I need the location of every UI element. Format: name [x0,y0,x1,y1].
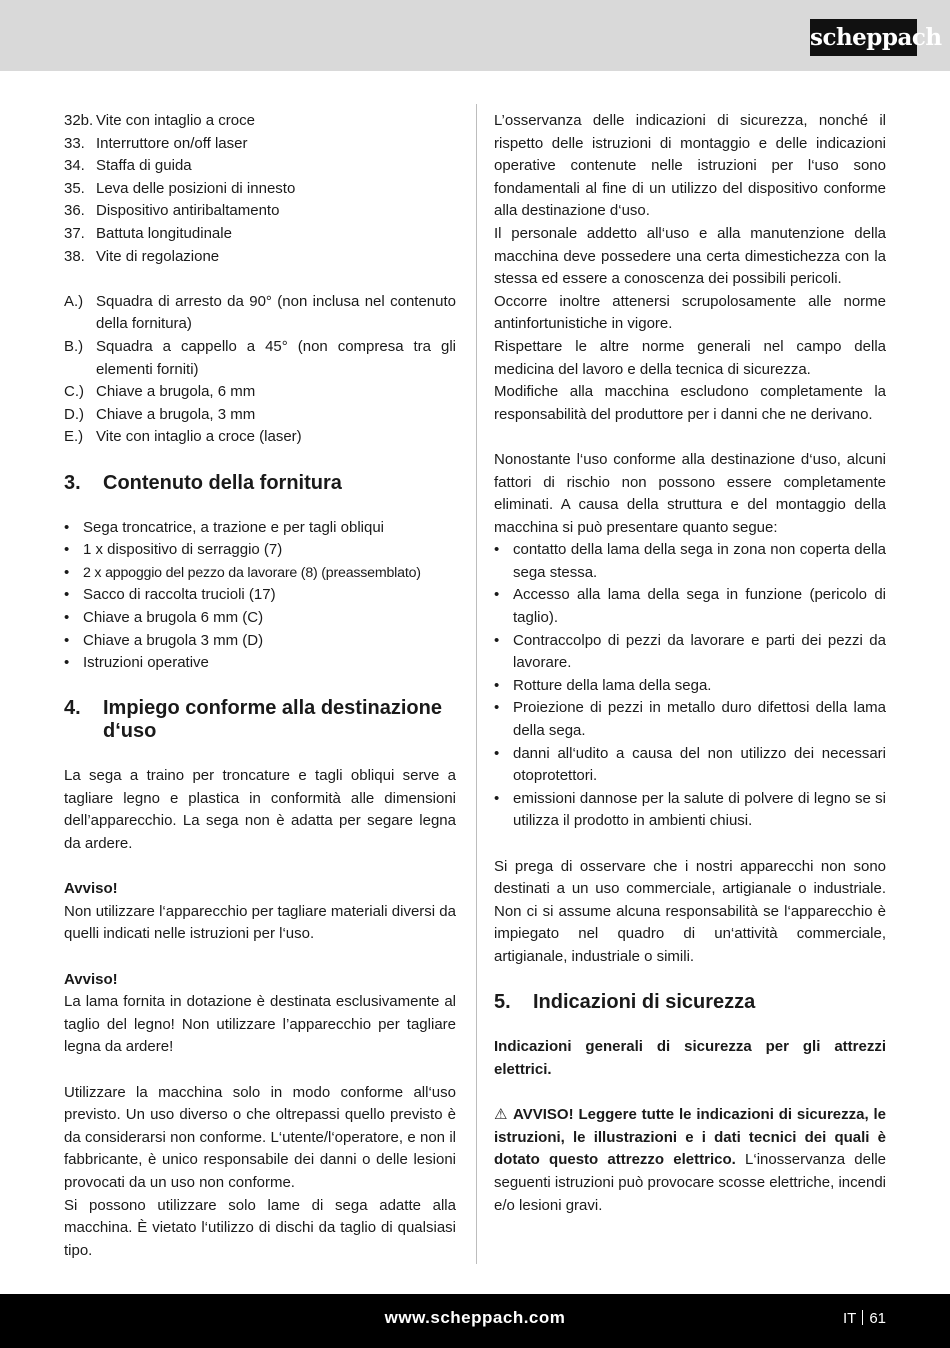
item-number: 38. [64,247,85,265]
language-code: IT [842,1310,857,1327]
item-text: Istruzioni operative [83,654,209,672]
paragraph: Nonostante l‘uso conforme alla destinazione d‘uso, alcuni fattori di rischio non possono essere completamente eliminati. A causa della struttura e del montaggio della macchina si può presentare quanto segue: [494,450,886,536]
item-text: Rotture della lama della sega. [513,676,712,694]
list-item [64,539,456,562]
item-number: E.) [64,428,84,446]
bullet-icon: • [494,744,500,762]
paragraph: Modifiche alla macchina escludono completamente la responsabilità del produttore per i danni che ne derivano. [494,383,886,423]
bullet-icon: • [494,586,500,604]
item-text: Accesso alla lama della sega in funzione (pericolo di taglio). [513,586,886,627]
list-item [494,788,886,833]
section-number: 4. [64,697,81,720]
item-number: 33. [64,134,85,152]
list-item [494,743,886,788]
item-text: Chiave a brugola, 3 mm [96,405,256,423]
bullet-icon: • [64,563,70,581]
item-text: Vite con intaglio a croce [96,112,255,129]
list-item [64,178,456,201]
item-text: Interruttore on/off laser [96,134,248,152]
warning-title: Avviso! [64,880,118,898]
list-item [494,675,886,698]
list-item [64,426,456,449]
bullet-icon: • [494,541,500,559]
list-item [64,110,456,133]
bullet-icon: • [64,541,70,559]
list-item [64,155,456,178]
item-number: A.) [64,292,84,310]
page-indicator [843,1310,886,1327]
paragraph: Si possono utilizzare solo lame di sega adatte alla macchina. È vietato l‘utilizzo di dischi da taglio di qualsiasi tipo. [64,1196,456,1259]
paragraph: Occorre inoltre attenersi scrupolosamente alle norme antinfortunistiche in vigore. [494,292,886,333]
paragraph: Il personale addetto all‘uso e alla manutenzione della macchina deve possedere una certa dimestichezza con la stessa ed essere a conoscenza dei possibili pericoli. [494,224,886,288]
bullet-icon: • [494,789,500,807]
list-item [494,697,886,742]
bullet-icon: • [64,586,70,604]
item-text: Sacco di raccolta trucioli (17) [83,586,276,604]
parts-list [64,110,456,268]
item-text: danni all‘udito a causa del non utilizzo dei necessari otoprotettori. [513,744,886,785]
item-text: Squadra di arresto da 90° (non inclusa nel contenuto della fornitura) [96,292,456,333]
item-number: 32b. [64,112,94,129]
bullet-icon: • [64,609,70,627]
section-title: Indicazioni di sicurezza [533,991,756,1014]
list-item [64,607,456,630]
section-heading [64,472,456,495]
item-text: Battuta longitudinale [96,224,232,242]
header-bar [0,0,950,71]
bullet-icon: • [64,654,70,672]
item-text: Sega troncatrice, a trazione e per tagli obliqui [83,518,385,536]
item-text: Vite con intaglio a croce (laser) [96,428,302,446]
section-heading [64,697,456,742]
item-number: 36. [64,202,85,220]
page-number: 61 [869,1310,886,1327]
list-item [64,200,456,223]
bullet-icon: • [494,631,500,649]
bullet-icon: • [494,676,500,694]
item-text: Chiave a brugola 3 mm (D) [83,631,264,649]
column-divider [476,104,477,1264]
list-item [494,630,886,675]
section-title: Impiego conforme alla destinazione d‘uso [103,697,442,743]
item-text: emissioni dannose per la salute di polvere di legno se si utilizza il prodotto in ambienti chiusi. [513,789,886,830]
list-item [64,404,456,427]
paragraph: L’osservanza delle indicazioni di sicurezza, nonché il rispetto delle istruzioni di montaggio e delle indicazioni operative contenute nelle istruzioni per l‘uso sono fondamentali al fine di un utilizzo del dispositivo conforme alla destinazione d‘uso. [494,112,886,220]
footer-bar [0,1294,950,1348]
accessories-list [64,291,456,449]
warning-title: Avviso! [64,970,118,988]
list-item [64,517,456,540]
warning-text: L‘inosservanza delle seguenti istruzioni può provocare scosse elettriche, incendi e/o lesioni gravi. [494,1151,886,1214]
paragraph: Si prega di osservare che i nostri apparecchi non sono destinati a un uso commerciale, artigianale o industriale. Non ci si assume alcuna responsabilità se l‘apparecchio è impiegato nel quadro di un‘attività commerciale, artigianale, industriale o simili. [494,857,886,965]
right-column [494,110,886,1217]
bullet-icon: • [494,699,500,717]
list-item [64,562,456,585]
list-item [494,584,886,629]
item-text: Dispositivo antiribaltamento [96,202,280,220]
warning-icon: ⚠ [494,1106,509,1124]
item-text: Chiave a brugola, 6 mm [96,383,256,401]
section-number: 3. [64,471,81,494]
item-text: Squadra a cappello a 45° (non compresa tra gli elementi forniti) [96,337,456,378]
paragraph: La sega a traino per troncature e tagli obliqui serve a tagliare legno e plastica in conformità alle dimensioni dell’apparecchio. La sega non è adatta per segare legna da ardere. [64,767,456,852]
list-item [64,291,456,336]
item-text: contatto della lama della sega in zona non coperta della sega stessa. [513,541,886,581]
list-item [64,584,456,607]
list-item [64,336,456,381]
section-heading [494,991,886,1014]
left-column [64,110,456,1262]
list-item [64,246,456,269]
bullet-icon: • [64,518,70,536]
list-item [64,381,456,404]
bullet-icon: • [64,631,70,649]
item-text: Contraccolpo di pezzi da lavorare e parti dei pezzi da lavorare. [513,631,886,672]
item-number: B.) [64,337,84,355]
item-text: Leva delle posizioni di innesto [96,179,296,197]
risk-list [494,539,886,833]
brand-logo: scheppach [810,19,917,56]
item-number: C.) [64,383,84,401]
list-item [494,539,886,584]
item-number: 35. [64,179,85,197]
item-number: 34. [64,157,85,175]
list-item [64,652,456,675]
item-text: Vite di regolazione [96,247,220,265]
paragraph: Rispettare le altre norme generali nel campo della medicina del lavoro e della tecnica di sicurezza. [494,337,886,378]
item-number: 37. [64,224,85,242]
list-item [64,223,456,246]
item-text: Staffa di guida [96,157,192,175]
item-number: D.) [64,405,84,423]
warning-text: Non utilizzare l‘apparecchio per tagliare materiali diversi da quelli indicati nelle istruzioni per l‘uso. [64,902,456,943]
item-text: 2 x appoggio del pezzo da lavorare (8) (preassemblato) [83,564,421,581]
warning-bold-text: AVVISO! Leggere tutte le indicazioni di sicurezza, le istruzioni, le illustrazioni e i dati tecnici dei quali è dotato questo attrezzo elettrico. [494,1106,887,1169]
section-title: Contenuto della fornitura [103,471,342,494]
website-link[interactable]: www.scheppach.com [384,1308,566,1327]
divider [862,1310,863,1325]
list-item [64,133,456,156]
item-text: Proiezione di pezzi in metallo duro difettosi della lama della sega. [513,699,886,740]
section-subtitle: Indicazioni generali di sicurezza per gli attrezzi elettrici. [494,1038,886,1078]
safety-warning [494,1104,886,1217]
item-text: 1 x dispositivo di serraggio (7) [83,541,283,559]
item-text: Chiave a brugola 6 mm (C) [83,609,264,627]
delivery-contents-list [64,517,456,675]
list-item [64,630,456,653]
section-number: 5. [494,991,511,1014]
warning-text: La lama fornita in dotazione è destinata esclusivamente al taglio del legno! Non utilizzare l’apparecchio per tagliare legna da ardere! [64,993,456,1056]
paragraph: Utilizzare la macchina solo in modo conforme all‘uso previsto. Un uso diverso o che oltrepassi quello previsto è da considerarsi non conforme. L‘utente/l‘operatore, e non il fabbricante, è unico responsabile dei danni o delle lesioni provocati da un uso non conforme. [64,1083,456,1191]
